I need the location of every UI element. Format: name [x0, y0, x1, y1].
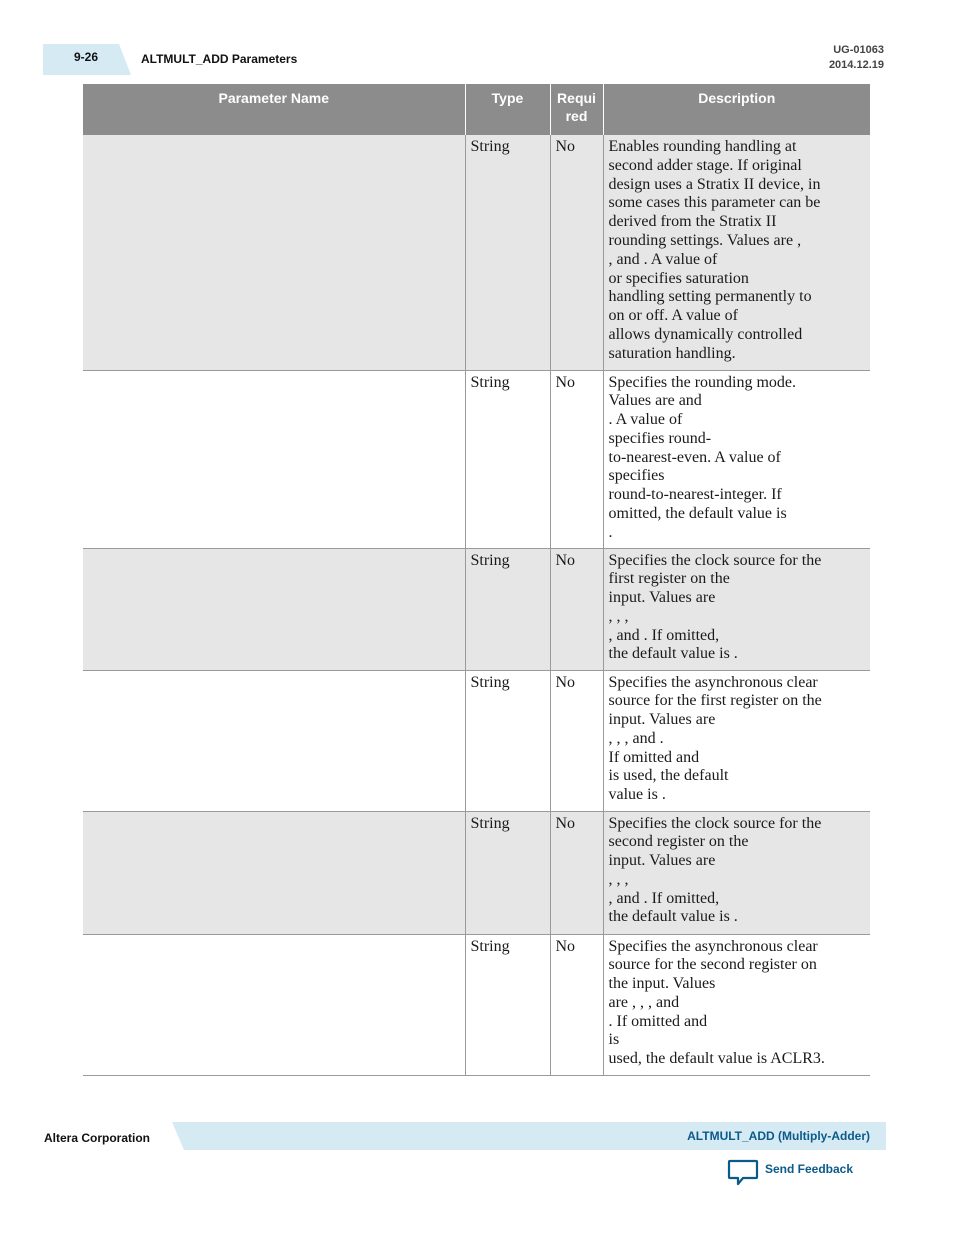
- description-cell: Specifies the asynchronous clear source for the first register on the input. Values are , , , and . If omitted and is used, the default value is .: [603, 670, 870, 811]
- table-row: [83, 670, 870, 811]
- section-title: ALTMULT_ADD Parameters: [141, 52, 298, 66]
- type-cell: String: [465, 934, 550, 1075]
- description-cell: Specifies the clock source for the second register on the input. Values are , , , , and . If omitted, the default value is .: [603, 811, 870, 934]
- table-row: [83, 934, 870, 1075]
- parameters-table: [83, 84, 870, 1076]
- table-row: [83, 135, 870, 370]
- table-row: [83, 811, 870, 934]
- parameter-name-cell: [83, 370, 465, 548]
- description-cell: Specifies the asynchronous clear source for the second register on the input. Values are , , , and . If omitted and is used, the default value is ACLR3.: [603, 934, 870, 1075]
- required-cell: No: [550, 934, 603, 1075]
- type-cell: String: [465, 370, 550, 548]
- doc-id: UG-01063: [833, 44, 884, 56]
- doc-date: 2014.12.19: [828, 59, 884, 71]
- send-feedback-link[interactable]: Send Feedback: [765, 1162, 854, 1176]
- type-cell: String: [465, 135, 550, 370]
- required-cell: No: [550, 135, 603, 370]
- required-cell: No: [550, 811, 603, 934]
- page-number: 9-26: [74, 50, 99, 64]
- table-header-row: [83, 84, 870, 135]
- description-cell: Specifies the clock source for the first register on the input. Values are , , , , and . If omitted, the default value is .: [603, 548, 870, 670]
- parameter-name-cell: [83, 135, 465, 370]
- table-row: [83, 370, 870, 548]
- doc-info: [829, 43, 884, 73]
- column-header-required: Requi red: [550, 84, 603, 135]
- chapter-title-link[interactable]: ALTMULT_ADD (Multiply-Adder): [687, 1129, 870, 1143]
- feedback-speech-bubble-icon[interactable]: [727, 1159, 759, 1187]
- required-cell: No: [550, 670, 603, 811]
- type-cell: String: [465, 670, 550, 811]
- table-row: [83, 548, 870, 670]
- parameter-name-cell: [83, 811, 465, 934]
- column-header-description: Description: [603, 84, 870, 135]
- description-cell: Specifies the rounding mode. Values are and . A value of specifies round- to-nearest-even. A value of specifies round-to-nearest-integer. If omitted, the default value is .: [603, 370, 870, 548]
- parameter-name-cell: [83, 670, 465, 811]
- required-cell: No: [550, 370, 603, 548]
- company-name: Altera Corporation: [44, 1131, 151, 1145]
- parameter-name-cell: [83, 548, 465, 670]
- column-header-type: Type: [465, 84, 550, 135]
- column-header-parameter-name: Parameter Name: [83, 84, 465, 135]
- parameter-name-cell: [83, 934, 465, 1075]
- type-cell: String: [465, 811, 550, 934]
- type-cell: String: [465, 548, 550, 670]
- description-cell: Enables rounding handling at second adder stage. If original design uses a Stratix II device, in some cases this parameter can be derived from the Stratix II rounding settings. Values are , , and . A value of or specifies saturation handling setting permanently to on or off. A value of allows dynamically controlled saturation handling.: [603, 135, 870, 370]
- required-cell: No: [550, 548, 603, 670]
